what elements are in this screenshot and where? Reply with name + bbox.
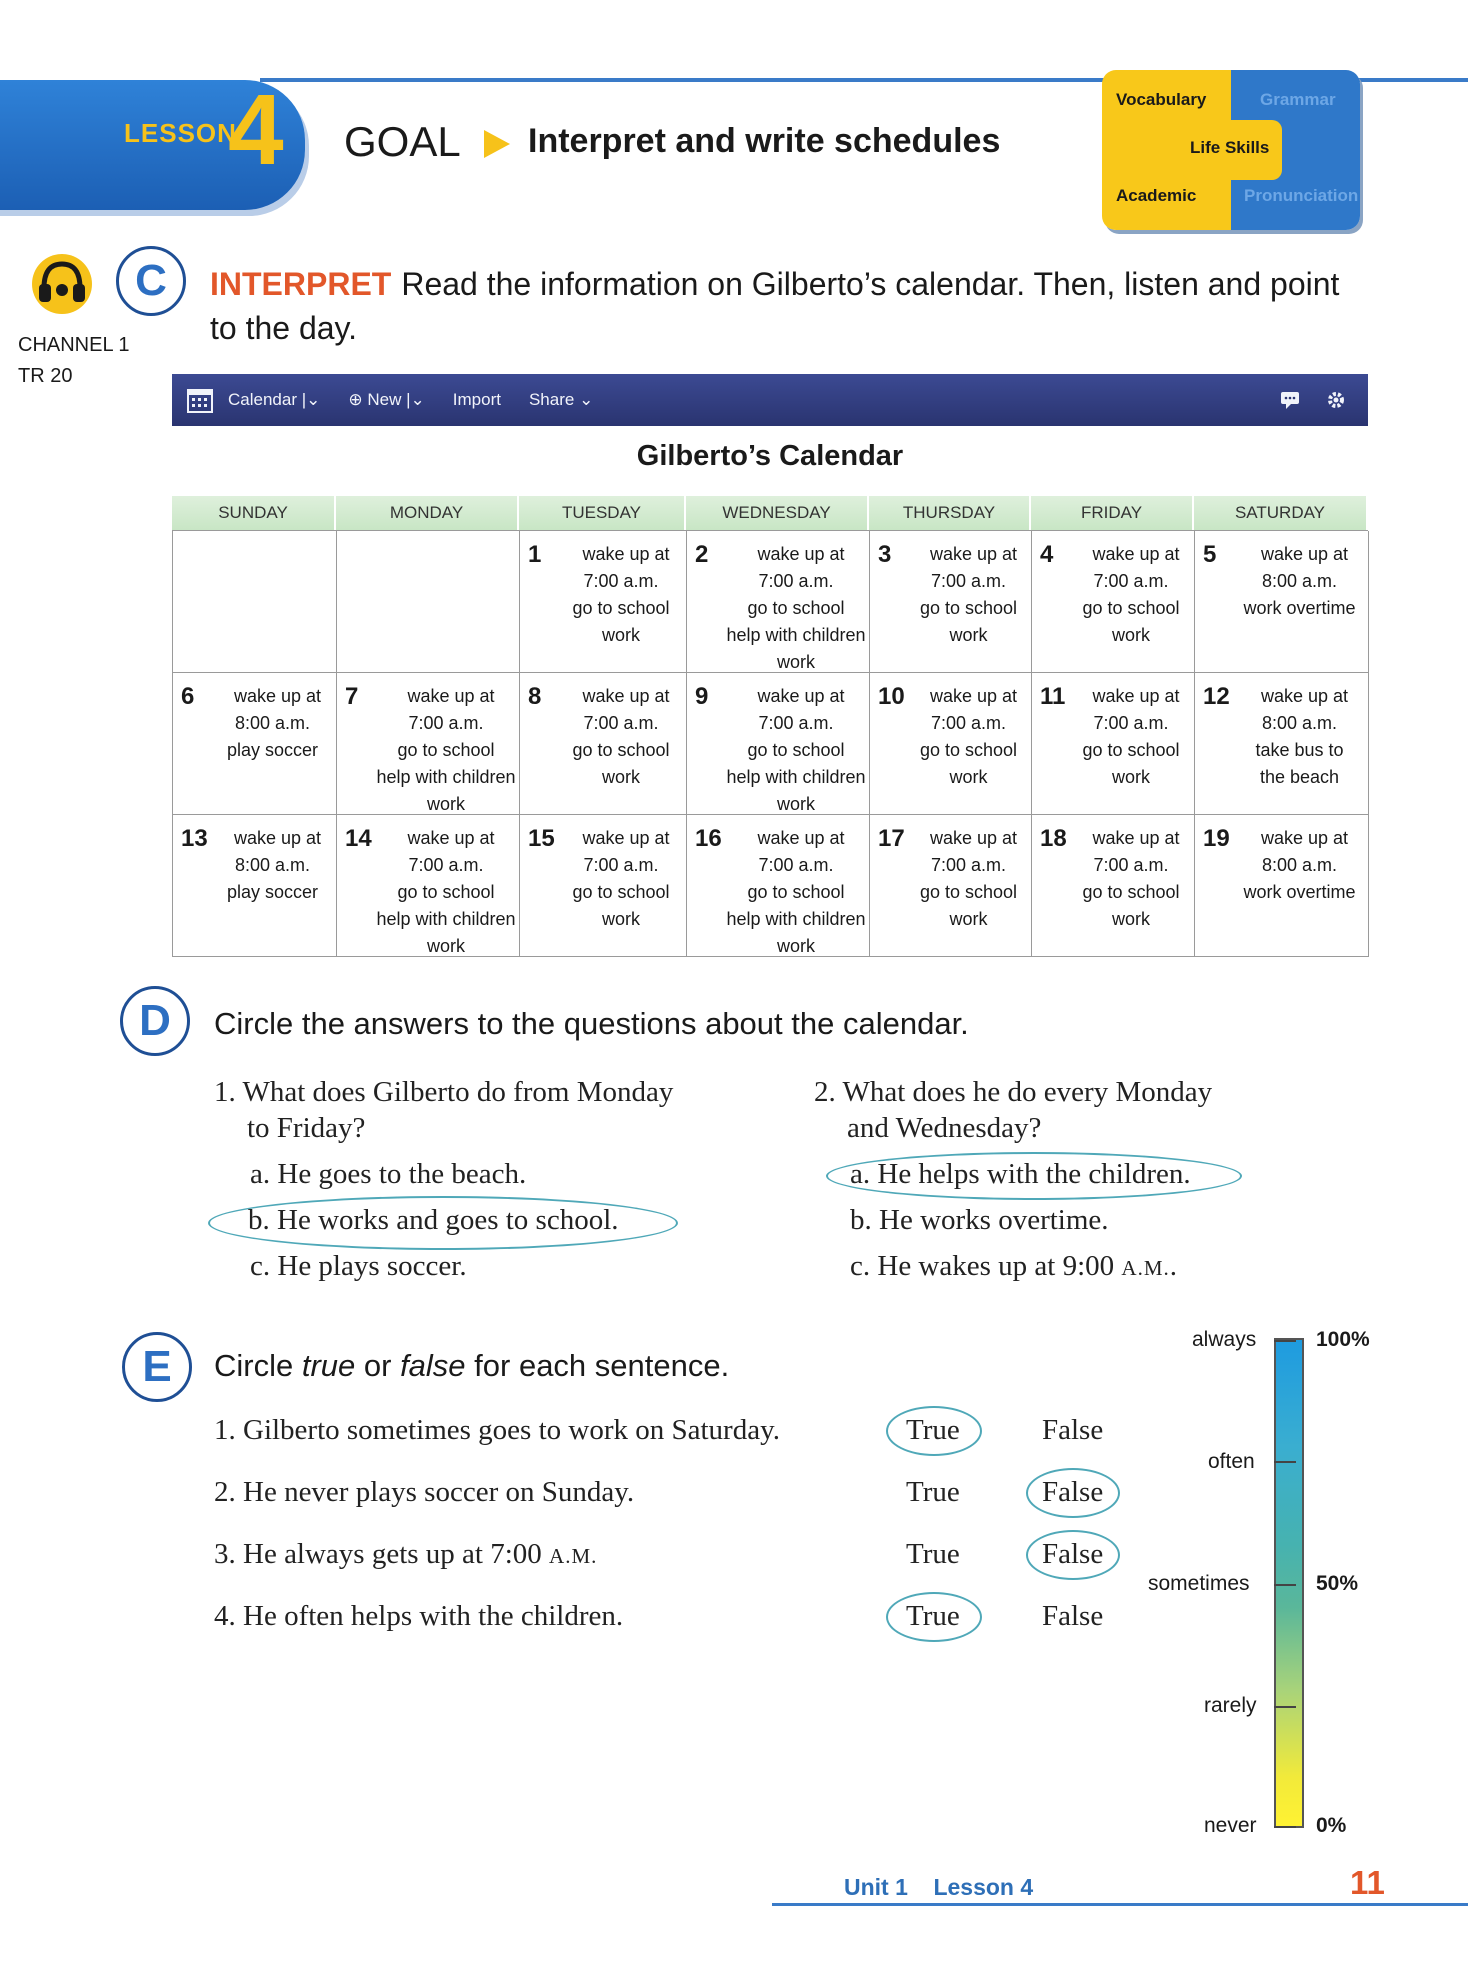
calendar-day-cell[interactable] xyxy=(520,673,687,815)
scale-label-rarely: rarely xyxy=(1204,1694,1257,1717)
skill-life-skills: Life Skills xyxy=(1190,138,1270,157)
statement-2-false[interactable]: False xyxy=(1042,1476,1104,1508)
schedule-line: wake up at xyxy=(407,828,495,848)
day-number: 2 xyxy=(695,541,709,568)
scale-percent-0: 0% xyxy=(1316,1814,1347,1837)
schedule-line: the beach xyxy=(1259,767,1340,787)
calendar-day-cell[interactable] xyxy=(1032,673,1195,815)
schedule-line: wake up at xyxy=(582,828,670,848)
statement-4-true[interactable]: True xyxy=(906,1600,960,1632)
q2-option-a[interactable]: a. He helps with the children. xyxy=(850,1158,1191,1190)
schedule-line: wake up at xyxy=(233,686,322,706)
skill-grammar: Grammar xyxy=(1260,90,1336,109)
schedule-line: help with children xyxy=(376,767,516,787)
schedule-line: 7:00 a.m. xyxy=(1093,571,1169,591)
skill-pronunciation: Pronunciation xyxy=(1244,186,1359,205)
day-schedule xyxy=(1195,825,1368,906)
lesson-number: 4 xyxy=(228,74,284,186)
schedule-line: wake up at xyxy=(1260,828,1349,848)
question-2 xyxy=(814,1074,1212,1146)
day-number: 4 xyxy=(1040,541,1054,568)
schedule-line: go to school xyxy=(572,740,670,760)
scale-tick xyxy=(1274,1584,1296,1586)
schedule-line: go to school xyxy=(919,740,1018,760)
schedule-line: wake up at xyxy=(233,828,322,848)
scale-label-never: never xyxy=(1204,1814,1257,1837)
day-header: TUESDAY xyxy=(519,496,686,530)
audio-track-info xyxy=(18,330,130,392)
day-header: SUNDAY xyxy=(172,496,336,530)
question-1 xyxy=(214,1074,673,1146)
schedule-line: 7:00 a.m. xyxy=(758,713,834,733)
headphones-icon[interactable] xyxy=(26,246,98,318)
day-number: 14 xyxy=(345,825,372,852)
q1-option-c[interactable]: c. He plays soccer. xyxy=(250,1250,467,1282)
day-schedule xyxy=(870,825,1031,933)
day-number: 6 xyxy=(181,683,195,710)
statement-3-false[interactable]: False xyxy=(1042,1538,1104,1570)
schedule-line: 7:00 a.m. xyxy=(930,571,1007,591)
day-number: 13 xyxy=(181,825,208,852)
day-header: THURSDAY xyxy=(869,496,1031,530)
scale-tick xyxy=(1274,1706,1296,1708)
calendar-day-cell[interactable] xyxy=(520,815,687,957)
calendar-empty-cell xyxy=(337,531,520,673)
calendar-body xyxy=(172,530,1368,957)
schedule-line: wake up at xyxy=(929,686,1018,706)
schedule-line: wake up at xyxy=(1092,686,1180,706)
schedule-line: go to school xyxy=(747,882,845,902)
q2-option-b[interactable]: b. He works overtime. xyxy=(850,1204,1109,1236)
calendar-day-cell[interactable] xyxy=(173,815,337,957)
schedule-line: help with children xyxy=(726,767,866,787)
day-number: 12 xyxy=(1203,683,1230,710)
schedule-line: wake up at xyxy=(582,686,670,706)
statement-2: 2. He never plays soccer on Sunday. xyxy=(214,1476,635,1508)
day-number: 16 xyxy=(695,825,722,852)
day-schedule xyxy=(1032,825,1194,933)
schedule-line: 7:00 a.m. xyxy=(583,571,659,591)
schedule-line: work xyxy=(1111,909,1150,929)
schedule-line: wake up at xyxy=(757,828,845,848)
section-e-marker: E xyxy=(122,1332,192,1402)
statement-1-true[interactable]: True xyxy=(906,1414,960,1446)
schedule-line: go to school xyxy=(919,882,1018,902)
q1-option-b[interactable]: b. He works and goes to school. xyxy=(248,1204,619,1236)
schedule-line: work xyxy=(601,625,640,645)
day-schedule xyxy=(173,825,336,906)
schedule-line: 8:00 a.m. xyxy=(234,855,311,875)
calendar-day-cell[interactable] xyxy=(520,531,687,673)
calendar-grid xyxy=(172,496,1368,957)
chat-icon[interactable] xyxy=(1280,390,1300,410)
skills-puzzle xyxy=(1102,70,1360,230)
scale-label-sometimes: sometimes xyxy=(1148,1572,1250,1595)
schedule-line: 7:00 a.m. xyxy=(583,713,659,733)
schedule-line: take bus to xyxy=(1255,740,1344,760)
goal-arrow-icon xyxy=(484,130,510,158)
schedule-line: work overtime xyxy=(1243,882,1356,902)
calendar-day-cell[interactable] xyxy=(870,815,1032,957)
day-schedule xyxy=(687,683,869,818)
schedule-line: 7:00 a.m. xyxy=(758,855,834,875)
scale-tick xyxy=(1274,1340,1296,1342)
schedule-line: 7:00 a.m. xyxy=(408,855,484,875)
scale-tick xyxy=(1274,1461,1296,1463)
schedule-line: go to school xyxy=(919,598,1018,618)
section-c-marker: C xyxy=(116,246,186,316)
schedule-line: 7:00 a.m. xyxy=(1093,855,1169,875)
section-d-marker: D xyxy=(120,986,190,1056)
day-schedule xyxy=(870,683,1031,791)
day-number: 18 xyxy=(1040,825,1067,852)
schedule-line: 8:00 a.m. xyxy=(1261,713,1338,733)
schedule-line: work xyxy=(776,936,815,956)
q1-option-a[interactable]: a. He goes to the beach. xyxy=(250,1158,527,1190)
schedule-line: work xyxy=(949,767,988,787)
gear-icon[interactable] xyxy=(1326,390,1346,410)
q2-option-c[interactable]: c. He wakes up at 9:00 A.M.. xyxy=(850,1250,1177,1282)
statement-3-true[interactable]: True xyxy=(906,1538,960,1570)
calendar-day-cell[interactable] xyxy=(687,531,870,673)
plus-icon: ⊕ xyxy=(348,390,363,409)
schedule-line: 8:00 a.m. xyxy=(234,713,311,733)
day-schedule xyxy=(173,683,336,764)
calendar-icon[interactable] xyxy=(186,386,214,414)
calendar-day-cell[interactable] xyxy=(337,673,520,815)
skill-academic: Academic xyxy=(1116,186,1197,205)
day-number: 17 xyxy=(878,825,905,852)
schedule-line: wake up at xyxy=(929,828,1018,848)
day-number: 15 xyxy=(528,825,555,852)
calendar-header-row xyxy=(172,496,1368,530)
day-number: 8 xyxy=(528,683,542,710)
scale-label-often: often xyxy=(1208,1450,1255,1473)
schedule-line: work xyxy=(949,625,988,645)
section-e-instruction: Circle true or false for each sentence. xyxy=(214,1348,730,1383)
schedule-line: wake up at xyxy=(757,686,845,706)
question-2-line2: and Wednesday? xyxy=(847,1112,1042,1144)
statement-3: 3. He always gets up at 7:00 A.M. xyxy=(214,1538,598,1570)
day-schedule xyxy=(1032,683,1194,791)
schedule-line: 7:00 a.m. xyxy=(1093,713,1169,733)
schedule-line: go to school xyxy=(397,882,495,902)
schedule-line: go to school xyxy=(1082,598,1180,618)
scale-label-always: always xyxy=(1192,1328,1257,1351)
day-schedule xyxy=(870,541,1031,649)
schedule-line: work xyxy=(1111,625,1150,645)
lesson-label: LESSON xyxy=(124,118,237,148)
schedule-line: play soccer xyxy=(226,740,319,760)
schedule-line: help with children xyxy=(726,909,866,929)
instruction-text: Read the information on Gilberto’s calendar. Then, listen and point to the day. xyxy=(210,266,1340,346)
footer-rule xyxy=(772,1903,1468,1906)
day-schedule xyxy=(520,541,686,649)
day-header: FRIDAY xyxy=(1031,496,1194,530)
calendar-day-cell[interactable] xyxy=(687,673,870,815)
calendar-day-cell[interactable] xyxy=(1195,815,1369,957)
question-1-line2: to Friday? xyxy=(247,1112,366,1144)
schedule-line: help with children xyxy=(726,625,866,645)
schedule-line: wake up at xyxy=(407,686,495,706)
day-header: SATURDAY xyxy=(1194,496,1368,530)
calendar-day-cell[interactable] xyxy=(1195,673,1369,815)
schedule-line: go to school xyxy=(1082,882,1180,902)
schedule-line: 7:00 a.m. xyxy=(930,855,1007,875)
page-number: 11 xyxy=(1350,1864,1385,1901)
section-d-instruction: Circle the answers to the questions about the calendar. xyxy=(214,1006,969,1041)
schedule-line: work xyxy=(776,652,815,672)
question-2-line1: 2. What does he do every Monday xyxy=(814,1076,1213,1108)
schedule-line: go to school xyxy=(747,598,845,618)
calendar-day-cell[interactable] xyxy=(1032,815,1195,957)
day-schedule xyxy=(1195,683,1368,791)
day-schedule xyxy=(1195,541,1368,622)
day-number: 11 xyxy=(1040,683,1066,710)
statement-2-true[interactable]: True xyxy=(906,1476,960,1508)
calendar-day-cell[interactable] xyxy=(687,815,870,957)
day-number: 7 xyxy=(345,683,359,710)
schedule-line: 7:00 a.m. xyxy=(758,571,834,591)
day-number: 1 xyxy=(528,541,542,568)
schedule-line: work xyxy=(949,909,988,929)
day-number: 3 xyxy=(878,541,892,568)
schedule-line: go to school xyxy=(747,740,845,760)
statement-1: 1. Gilberto sometimes goes to work on Saturday. xyxy=(214,1414,780,1446)
calendar-day-cell[interactable] xyxy=(1032,531,1195,673)
schedule-line: work xyxy=(426,936,465,956)
statement-1-false[interactable]: False xyxy=(1042,1414,1104,1446)
goal-text: Interpret and write schedules xyxy=(528,122,1001,160)
day-header: WEDNESDAY xyxy=(686,496,869,530)
audio-channel: CHANNEL 1 xyxy=(18,334,130,356)
day-schedule xyxy=(520,825,686,933)
calendar-day-cell[interactable] xyxy=(1195,531,1369,673)
day-schedule xyxy=(337,683,519,818)
schedule-line: 8:00 a.m. xyxy=(1261,855,1338,875)
day-number: 19 xyxy=(1203,825,1230,852)
schedule-line: go to school xyxy=(572,598,670,618)
calendar-title: Gilberto’s Calendar xyxy=(636,440,904,472)
scale-percent-50: 50% xyxy=(1316,1572,1359,1595)
day-schedule xyxy=(520,683,686,791)
schedule-line: wake up at xyxy=(1260,544,1349,564)
day-schedule xyxy=(687,825,869,960)
scale-percent-100: 100% xyxy=(1316,1328,1370,1351)
day-schedule xyxy=(687,541,869,676)
goal-label: GOAL xyxy=(344,118,461,165)
schedule-line: 8:00 a.m. xyxy=(1261,571,1338,591)
schedule-line: work xyxy=(1111,767,1150,787)
schedule-line: 7:00 a.m. xyxy=(583,855,659,875)
schedule-line: go to school xyxy=(1082,740,1180,760)
scale-tick xyxy=(1274,1826,1296,1828)
statement-4: 4. He often helps with the children. xyxy=(214,1600,624,1632)
calendar-app-bar xyxy=(172,374,1368,426)
schedule-line: go to school xyxy=(572,882,670,902)
day-number: 9 xyxy=(695,683,709,710)
schedule-line: work overtime xyxy=(1243,598,1356,618)
calendar-empty-cell xyxy=(173,531,337,673)
day-schedule xyxy=(337,825,519,960)
calendar-day-cell[interactable] xyxy=(173,673,337,815)
day-number: 10 xyxy=(878,683,905,710)
schedule-line: work xyxy=(426,794,465,814)
frequency-scale-bar xyxy=(1274,1338,1304,1828)
calendar-menu[interactable]: Calendar |⌄ xyxy=(228,390,321,409)
instruction-keyword: INTERPRET xyxy=(210,266,392,302)
calendar-day-cell[interactable] xyxy=(870,673,1032,815)
schedule-line: wake up at xyxy=(757,544,845,564)
audio-track: TR 20 xyxy=(18,365,73,387)
footer-unit-lesson: Unit 1 Lesson 4 xyxy=(844,1874,1034,1900)
day-schedule xyxy=(1032,541,1194,649)
day-number: 5 xyxy=(1203,541,1217,568)
schedule-line: go to school xyxy=(397,740,495,760)
skill-vocabulary: Vocabulary xyxy=(1116,90,1207,109)
schedule-line: work xyxy=(601,767,640,787)
schedule-line: help with children xyxy=(376,909,516,929)
schedule-line: wake up at xyxy=(929,544,1018,564)
new-menu[interactable]: ⊕ New |⌄ xyxy=(348,390,425,409)
import-button[interactable]: Import xyxy=(452,390,501,409)
schedule-line: wake up at xyxy=(1260,686,1349,706)
schedule-line: play soccer xyxy=(226,882,319,902)
schedule-line: wake up at xyxy=(1092,544,1180,564)
section-c-instruction xyxy=(210,262,1370,350)
day-header: MONDAY xyxy=(336,496,519,530)
schedule-line: work xyxy=(601,909,640,929)
calendar-day-cell[interactable] xyxy=(337,815,520,957)
question-1-line1: 1. What does Gilberto do from Monday xyxy=(214,1076,674,1108)
calendar-day-cell[interactable] xyxy=(870,531,1032,673)
statement-4-false[interactable]: False xyxy=(1042,1600,1104,1632)
schedule-line: wake up at xyxy=(1092,828,1180,848)
schedule-line: 7:00 a.m. xyxy=(408,713,484,733)
schedule-line: wake up at xyxy=(582,544,670,564)
schedule-line: 7:00 a.m. xyxy=(930,713,1007,733)
schedule-line: work xyxy=(776,794,815,814)
share-menu[interactable]: Share ⌄ xyxy=(528,390,594,409)
